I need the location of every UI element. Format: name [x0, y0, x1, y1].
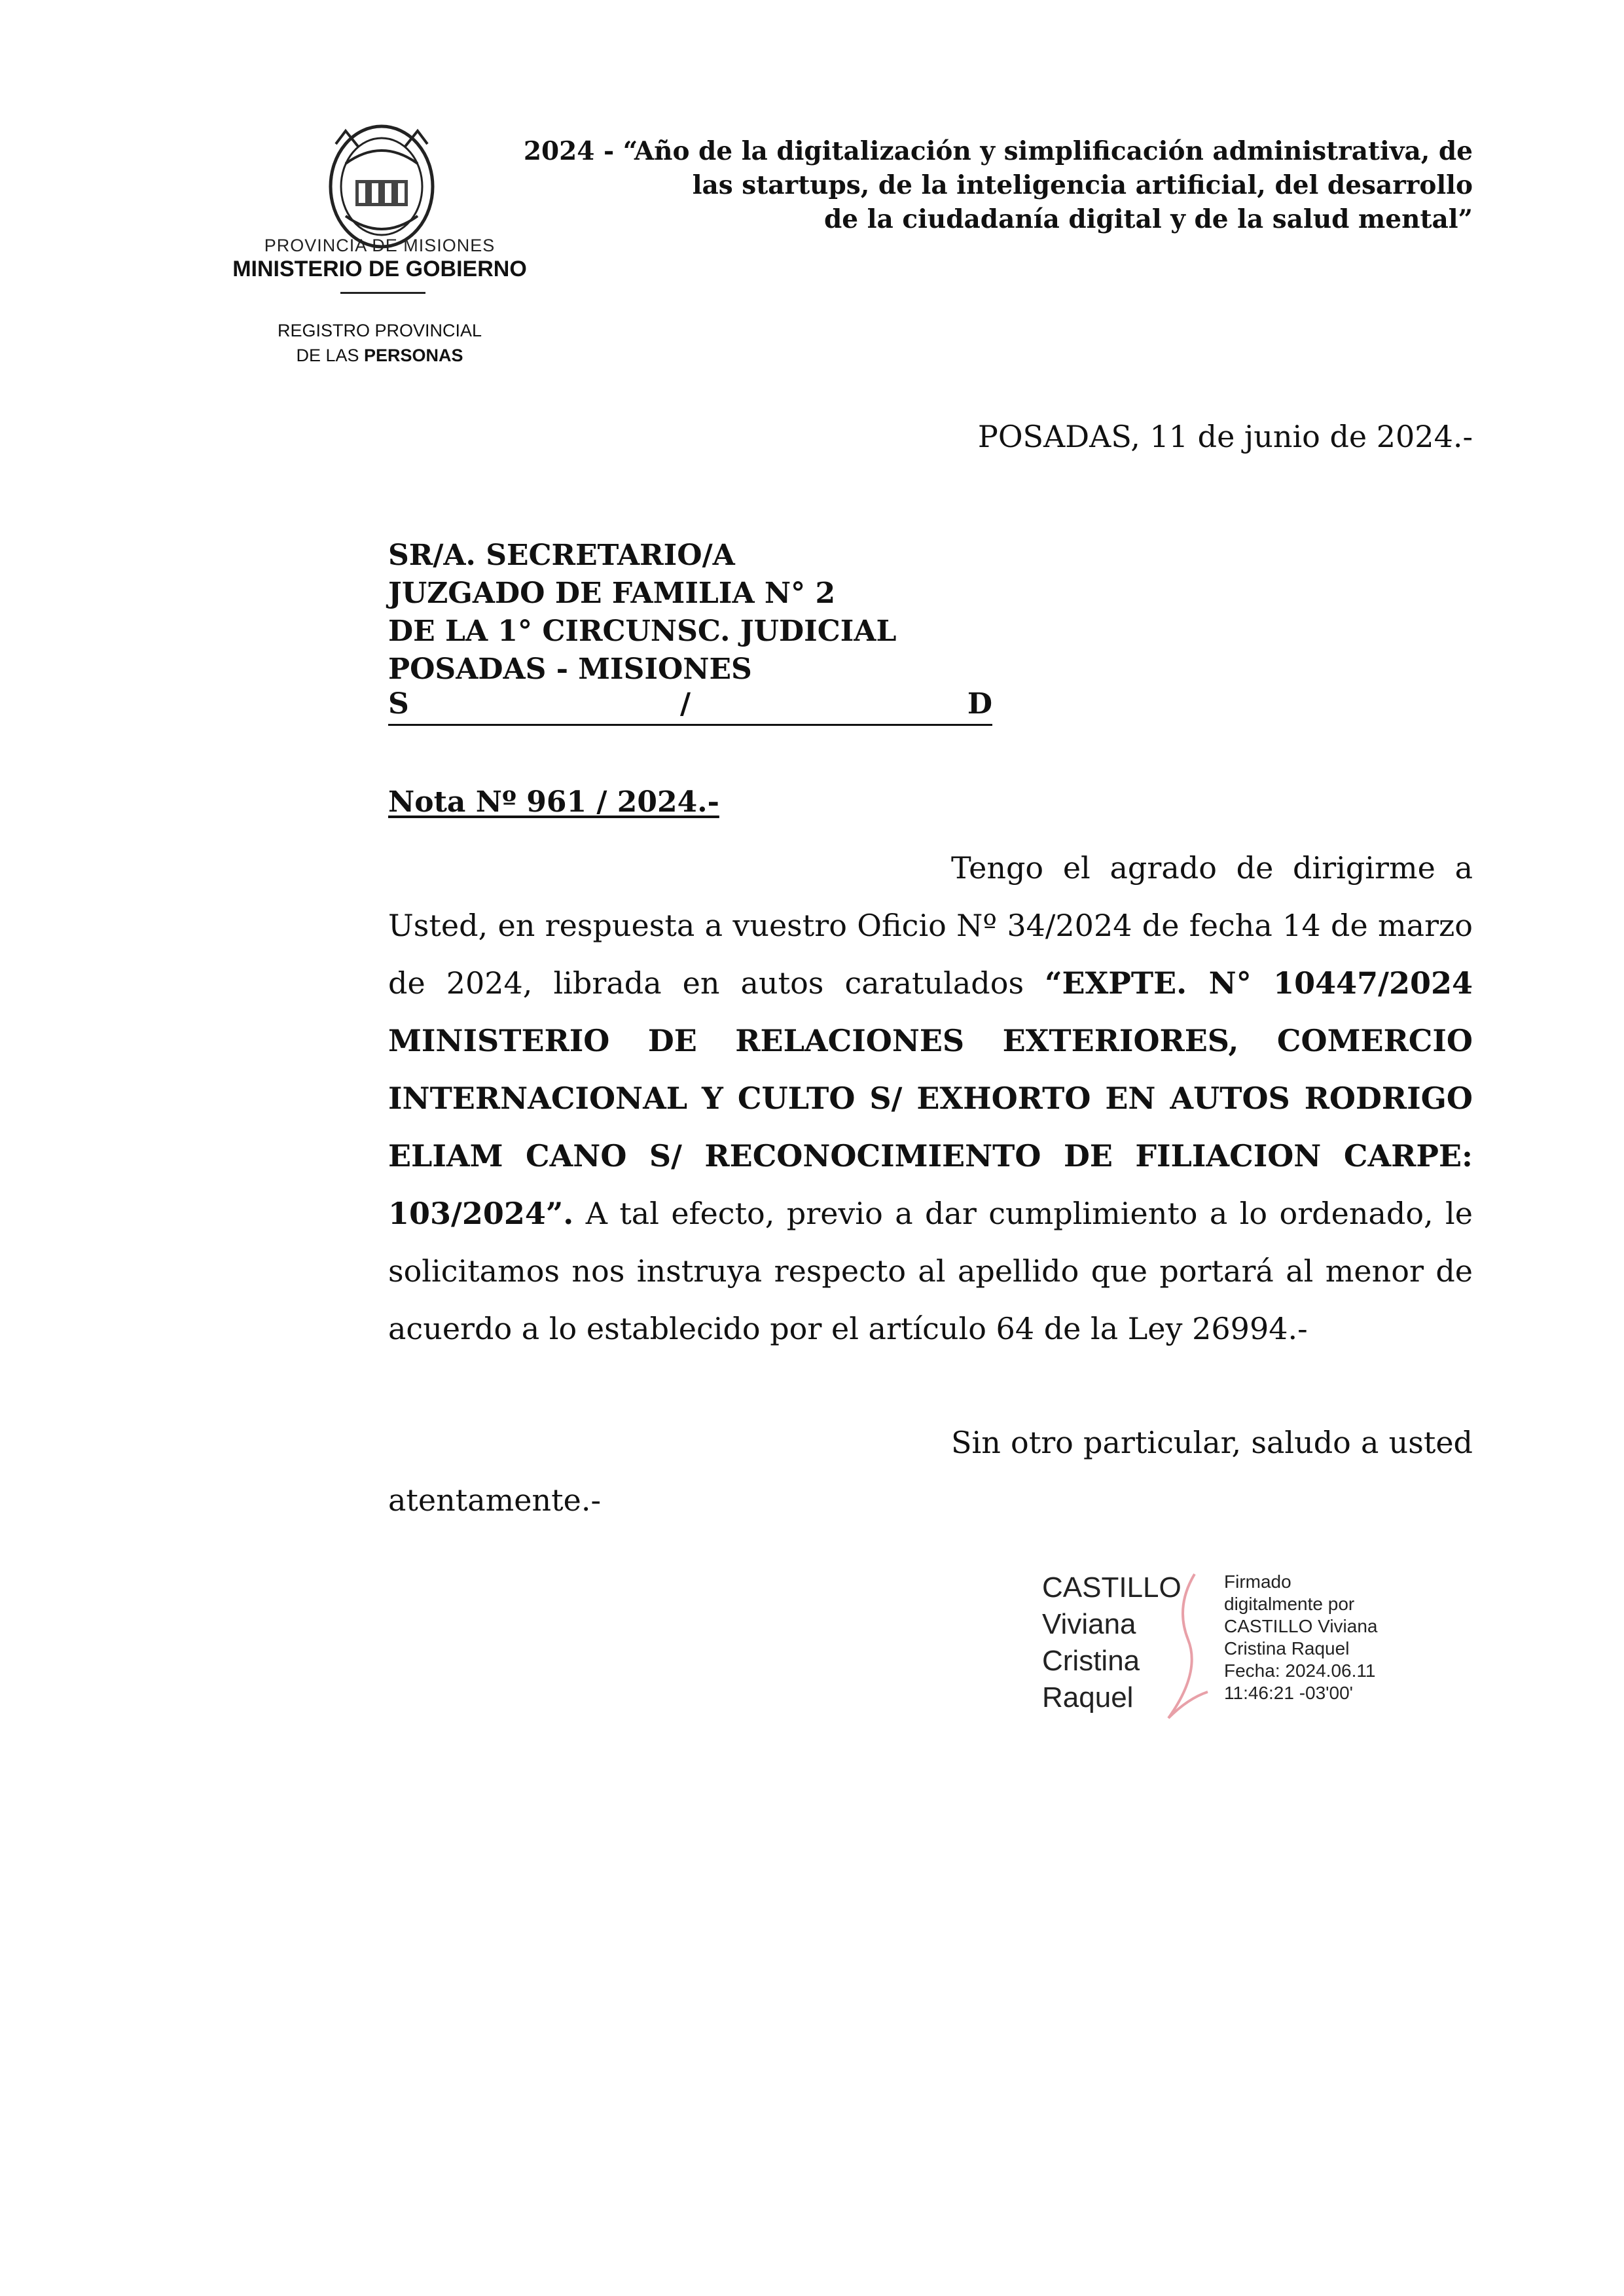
su-despacho-line: [388, 687, 992, 726]
signature-detail-line-2: digitalmente por: [1224, 1594, 1355, 1614]
registry-name-line1: REGISTRO PROVINCIAL: [277, 321, 482, 340]
sd-d: D: [967, 687, 992, 721]
addressee-line-2: JUZGADO DE FAMILIA N° 2: [388, 577, 836, 610]
addressee-line-3: DE LA 1° CIRCUNSC. JUDICIAL: [388, 615, 897, 648]
signature-detail-line-6: 11:46:21 -03'00': [1224, 1683, 1353, 1703]
case-title: “EXPTE. N° 10447/2024 MINISTERIO DE RELACIONES EXTERIORES, COMERCIO INTERNACIONAL Y CULTO S/ EXHORTO EN AUTOS RODRIGO ELIAM CANO S/ RECONOCIMIENTO DE FILIACION CARPE: 103/2024”.: [388, 965, 1473, 1231]
note-number: Nota Nº 961 / 2024.-: [388, 785, 719, 819]
body-text-start: Tengo el agrado de dirigirme a Usted, en respuesta a vuestro Oficio Nº 34/2024 de fecha 14 de marzo de 2024, librada en autos caratulados: [388, 850, 1473, 1001]
digital-signature-mark-icon: [1149, 1568, 1227, 1725]
closing-text: Sin otro particular, saludo a usted atentamente.-: [388, 1425, 1473, 1518]
signer-name-line-1: CASTILLO: [1042, 1571, 1182, 1604]
signer-name-line-3: Cristina: [1042, 1645, 1140, 1677]
signature-detail-line-5: Fecha: 2024.06.11: [1224, 1660, 1376, 1681]
registry-line2-emphasis: PERSONAS: [364, 346, 463, 365]
addressee-block: [388, 537, 896, 689]
registry-name-line2: [249, 346, 511, 366]
body-text-end: A tal efecto, previo a dar cumplimiento a lo ordenado, le solicitamos nos instruya respecto al apellido que portará al menor de acuerdo a lo establecido por el artículo 64 de la Ley 26994.-: [388, 1196, 1473, 1346]
signature-detail-line-4: Cristina Raquel: [1224, 1638, 1350, 1659]
provincial-seal-icon: [319, 118, 444, 255]
year-motto: [497, 134, 1473, 236]
sd-slash: /: [680, 687, 691, 721]
ministry-name: MINISTERIO DE GOBIERNO: [232, 257, 527, 281]
signer-name-line-4: Raquel: [1042, 1681, 1134, 1713]
sd-s: S: [388, 687, 409, 721]
addressee-line-4: POSADAS - MISIONES: [388, 653, 752, 686]
signature-detail-line-3: CASTILLO Viviana: [1224, 1616, 1378, 1636]
motto-line-1: 2024 - “Año de la digitalización y simplificación administrativa, de: [523, 136, 1473, 166]
motto-line-3: de la ciudadanía digital y de la salud mental”: [824, 204, 1473, 234]
signature-details: [1224, 1571, 1378, 1704]
signature-detail-line-1: Firmado: [1224, 1571, 1291, 1592]
registry-line2-prefix: DE LAS: [296, 346, 364, 365]
motto-line-2: las startups, de la inteligencia artificial, del desarrollo: [692, 170, 1473, 200]
province-name: PROVINCIA DE MISIONES: [264, 236, 496, 255]
letterhead-divider: [340, 292, 425, 294]
closing-paragraph: [388, 1414, 1473, 1529]
addressee-line-1: SR/A. SECRETARIO/A: [388, 539, 735, 572]
letter-body: [388, 839, 1473, 1357]
document-date: POSADAS, 11 de junio de 2024.-: [977, 419, 1473, 454]
signer-name-line-2: Viviana: [1042, 1608, 1136, 1640]
